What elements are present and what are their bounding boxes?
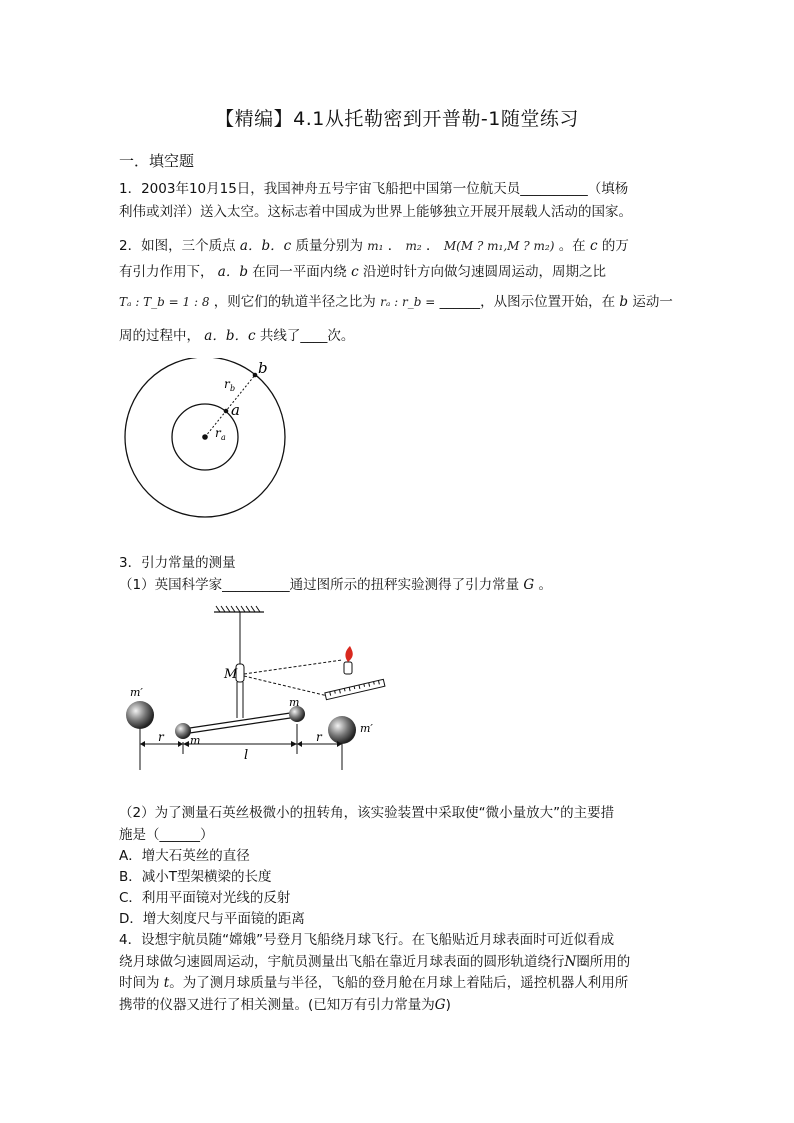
q2-text: 质量分别为	[295, 238, 363, 254]
mass-m1: m₁	[367, 239, 384, 253]
q4-line-3	[119, 973, 679, 995]
question-2-line-3	[119, 292, 673, 312]
symbol-G: G	[523, 577, 535, 593]
q4-line-1: 4．设想宇航员随“嫦娥”号登月飞船绕月球飞行。在飞船贴近月球表面时可近似看成	[119, 932, 615, 948]
q4-text: 。为了测月球质量与半径，飞船的登月舱在月球上着陆后，遥控机器人利用所	[169, 975, 629, 991]
large-ball-right	[328, 716, 356, 744]
small-ball-left	[175, 723, 191, 739]
q2-b: b	[619, 294, 629, 310]
label-ra: r	[215, 426, 221, 440]
label-m-prime-right: m′	[360, 722, 373, 735]
q2-text: ______，从图示位置开始，在	[439, 294, 616, 310]
period-ratio: Tₐ : T_b = 1 : 8	[119, 295, 210, 309]
symbol-t: t	[163, 975, 170, 991]
label-r-left: r	[158, 730, 164, 744]
q2-abc: a．b．c	[204, 328, 256, 344]
incident-light	[244, 660, 342, 674]
label-m-prime-left: m′	[130, 686, 143, 699]
q2-text: ，则它们的轨道半径之比为	[213, 294, 376, 310]
section-heading: 一．填空题	[119, 152, 195, 170]
question-2-line-4	[119, 326, 354, 346]
q2-text: 2．如图，三个质点	[119, 238, 236, 254]
page-title: 【精编】4.1从托勒密到开普勒-1随堂练习	[215, 108, 579, 130]
q4-line-4	[119, 995, 679, 1017]
label-r-right: r	[316, 730, 322, 744]
label-rb: r	[224, 377, 230, 391]
option-b: B．减小T型架横梁的长度	[119, 869, 272, 885]
question-1-line-1: 1．2003年10月15日，我国神舟五号宇宙飞船把中国第一位航天员__________（填杨	[119, 181, 629, 197]
label-b: b	[258, 359, 268, 377]
option-a: A．增大石英丝的直径	[119, 848, 250, 864]
label-a: a	[231, 401, 240, 419]
option-d: D．增大刻度尺与平面镜的距离	[119, 911, 305, 927]
question-1	[119, 178, 679, 223]
mass-m2: m₂	[405, 239, 422, 253]
q3-text: （1）英国科学家__________通过图所示的扭秤实验测得了引力常量	[119, 577, 520, 593]
q2-text: 有引力作用下，	[119, 264, 214, 280]
q3-text: 。	[538, 577, 552, 593]
symbol-G: G	[434, 996, 446, 1013]
q4-text: 时间为	[119, 975, 160, 991]
center-c-point	[202, 434, 208, 440]
q2-text: 运动一	[632, 294, 673, 310]
label-m-right: m	[289, 696, 300, 709]
question-3-sub-1	[119, 575, 552, 595]
label-rb-sub: b	[230, 384, 236, 393]
orbit-diagram	[120, 358, 290, 538]
q2-text: 沿逆时针方向做匀速圆周运动，周期之比	[362, 264, 606, 280]
q2-c: c	[351, 264, 359, 280]
question-2-line-2	[119, 262, 606, 282]
reflected-light	[244, 676, 332, 697]
q4-line-2	[119, 952, 679, 974]
q2-text: 共线了____次。	[259, 328, 355, 344]
q2-c: c	[589, 238, 598, 254]
question-1-line-2: 利伟或刘洋）送入太空。这标志着中国成为世界上能够独立开展开展载人活动的国家。	[119, 203, 632, 220]
option-c: C．利用平面镜对光线的反射	[119, 890, 291, 906]
question-3-sub-2	[119, 802, 679, 846]
q4-text: 圈所用的	[576, 953, 631, 970]
q4-text: )	[445, 996, 451, 1013]
scale-ruler	[325, 679, 385, 699]
q3-sub-2-line-2: 施是（______）	[119, 827, 214, 843]
q2-separator: ．	[426, 238, 440, 254]
point-b	[253, 373, 258, 378]
q2-separator: ．	[387, 238, 402, 254]
mass-M-expression: M(M ? m₁,M ? m₂)	[443, 239, 555, 253]
question-3-heading: 3．引力常量的测量	[119, 555, 236, 571]
q2-text: 周的过程中，	[119, 328, 200, 344]
ceiling-support	[214, 606, 264, 612]
flame-icon	[345, 646, 352, 662]
label-m-left: m	[190, 734, 201, 747]
label-M: M	[224, 667, 238, 682]
symbol-N: N	[564, 953, 577, 970]
q2-text: 。在	[558, 238, 586, 254]
radius-ratio: rₐ : r_b =	[380, 295, 436, 309]
point-a	[224, 409, 229, 414]
light-source	[344, 662, 352, 674]
label-l: l	[244, 748, 249, 763]
q4-text: 绕月球做匀速圆周运动，宇航员测量出飞船在靠近月球表面的圆形轨道绕行	[119, 953, 565, 970]
t-frame-beam	[183, 712, 297, 729]
large-ball-left	[126, 701, 154, 729]
question-2-line-1	[119, 236, 629, 256]
q3-sub-2-line-1: （2）为了测量石英丝极微小的扭转角，该实验装置中采取使“微小量放大”的主要措	[119, 805, 615, 821]
torsion-balance-diagram	[120, 602, 400, 772]
label-ra-sub: a	[221, 433, 226, 442]
q2-text: 的万	[601, 238, 629, 254]
q2-ab: a．b	[217, 264, 248, 280]
q2-abc: a．b．c	[239, 238, 292, 254]
question-4	[119, 930, 679, 1016]
q4-text: 携带的仪器又进行了相关测量。(已知万有引力常量为	[119, 996, 435, 1013]
q2-text: 在同一平面内绕	[252, 264, 347, 280]
